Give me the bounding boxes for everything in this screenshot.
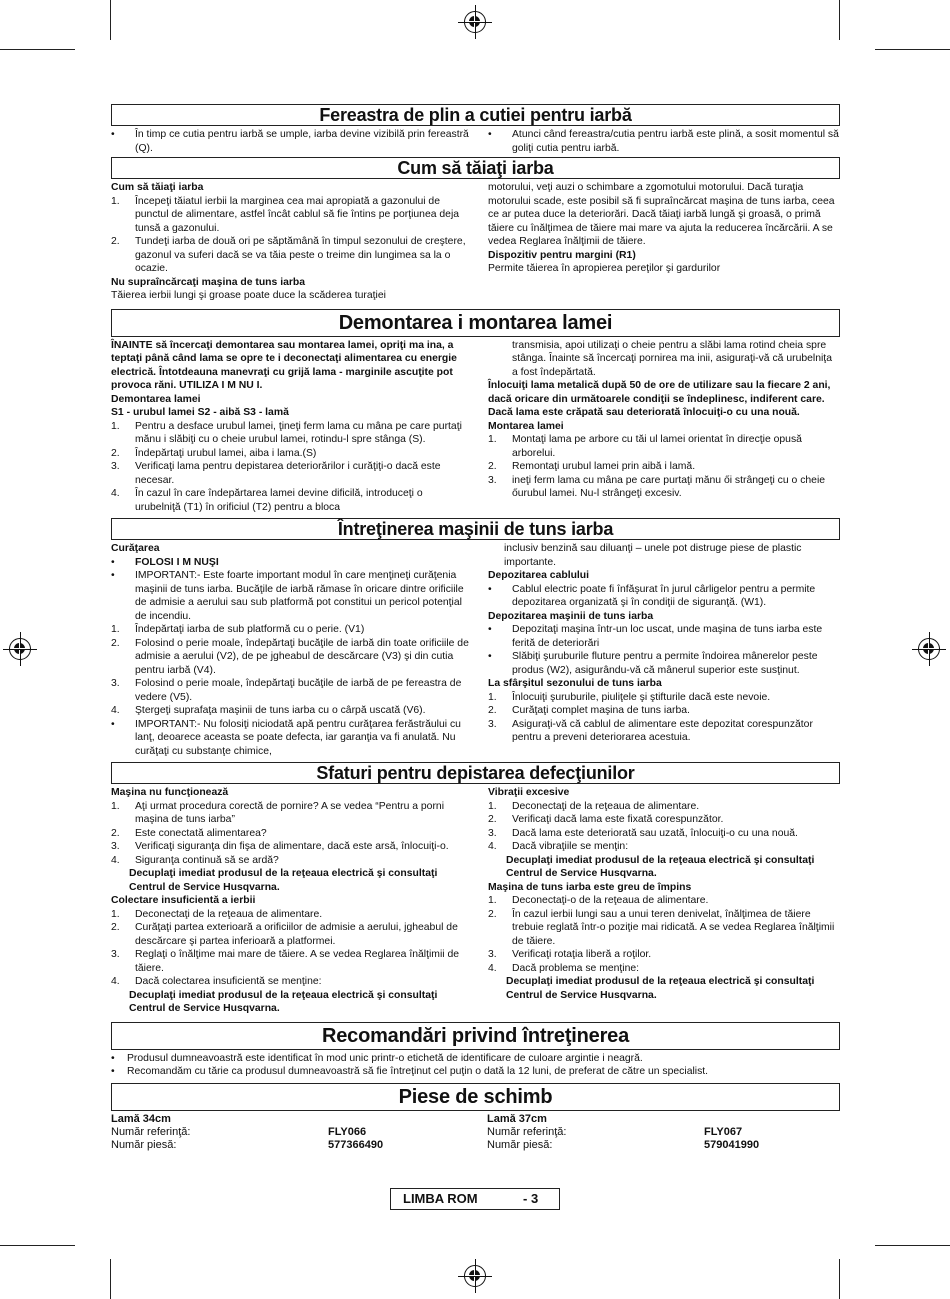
subheading: Colectare insuficientă a ierbii	[111, 895, 256, 906]
ref-value: FLY067	[704, 1125, 743, 1138]
list-item: Remontaţi urubul lamei prin aibă i lamă.	[512, 461, 696, 472]
subheading: Depozitarea maşinii de tuns iarba	[488, 610, 654, 622]
list-item: În cazul în care îndepărtarea lamei devine dificilă, introduceţi o urubelniţă (T1) în orificiul (T2) pentru a bloca	[135, 488, 423, 513]
section-title: Sfaturi pentru depistarea defecţiunilor	[111, 762, 840, 784]
list-item: Dacă vibraţiile se menţin:	[512, 841, 629, 852]
page-number: - 3	[523, 1191, 539, 1206]
list-item: Începeţi tăiatul ierbii la marginea cea mai apropiată a gazonului de punctul de alimentare, astfel încât cablul să fie întins pe porţiunea deja tunsă a gazonului.	[135, 195, 460, 234]
ref-value: FLY066	[328, 1125, 367, 1138]
registration-mark-icon	[464, 1265, 486, 1287]
crop-mark	[839, 1259, 840, 1299]
list-item: Îndepărtaţi iarba de sub platformă cu o perie. (V1)	[135, 624, 365, 635]
subheading: Cum să tăiaţi iarba	[111, 182, 204, 193]
crop-mark	[839, 0, 840, 40]
section-title: Piese de schimb	[111, 1083, 840, 1111]
part-value: 579041990	[704, 1138, 760, 1151]
list-item: Deconectaţi-o de la reţeaua de alimentare.	[512, 895, 709, 906]
crop-mark	[110, 0, 111, 40]
list-item: Folosind o perie moale, îndepărtaţi bucăţile de iarbă de pe fereastra de vedere (V5).	[135, 678, 462, 703]
list-item: Depozitaţi maşina într-un loc uscat, unde maşina de tuns iarba este ferită de deteriorări	[512, 624, 823, 649]
list-item: Slăbiţi şuruburile fluture pentru a permite îndoirea mânerelor peste produs (W2), asigurându-vă că mânerul superior este susţinut.	[512, 651, 818, 676]
subheading: Vibraţii excesive	[488, 787, 570, 798]
list-item: Deconectaţi de la reţeaua de alimentare.	[512, 800, 700, 812]
warning-text: Decuplaţi imediat produsul de la reţeaua electrică şi consultaţi Centrul de Service Husqvarna.	[129, 868, 438, 893]
section-title: Fereastra de plin a cutiei pentru iarbă	[111, 104, 840, 126]
subheading: La sfârşitul sezonului de tuns iarba	[488, 678, 662, 689]
list-item: Verificaţi lama pentru depistarea deteriorărilor i curăţiţi-o dacă este necesar.	[135, 461, 441, 486]
list-item: IMPORTANT:- Este foarte important modul în care menţineţi curăţenia maşinii de tuns iarba. Bucăţile de iarbă rămase în oricare dintre orificiile de admisie a aerului sau sub platformă pot constitui un pericol potenţial de incendiu.	[135, 570, 464, 622]
bullet-text: Produsul dumneavoastră este identificat în mod unic printr-o etichetă de identificare de culoare argintie i neagră.	[127, 1052, 643, 1064]
list-item: Reglaţi o înălţime mai mare de tăiere. A se vedea Reglarea înălţimii de tăiere.	[135, 949, 460, 974]
crop-mark	[875, 1245, 950, 1246]
list-item: Folosind o perie moale, îndepărtaţi bucăţile de iarbă din toate orificiile de admisie a aerului (V2), de pe jgheabul de descărcare (V3) şi din cutia pentru iarbă (V4).	[135, 637, 469, 676]
subheading: Maşina de tuns iarba este greu de împins	[488, 881, 692, 893]
list-item: Deconectaţi de la reţeaua de alimentare.	[135, 908, 323, 920]
crop-mark	[110, 1259, 111, 1299]
ref-label: Număr referinţă:	[487, 1125, 567, 1138]
crop-mark	[875, 49, 950, 50]
list-item: IMPORTANT:- Nu folosiţi niciodată apă pentru curăţarea ferăstrăului cu lanţ, deoarece aceasta se poate defecta, iar garanţia va fi anulată. Nu curăţaţi cu substanţe chimice,	[135, 718, 461, 757]
part-name: Lamă 34cm	[111, 1112, 171, 1125]
section-title: Recomandări privind întreţinerea	[111, 1022, 840, 1050]
list-item: Verificaţi rotaţia liberă a roţilor.	[512, 949, 652, 960]
part-name: Lamă 37cm	[487, 1112, 547, 1125]
paragraph: inclusiv benzină sau diluanţi – unele pot distruge piese de plastic importante.	[504, 543, 802, 568]
subheading: Curăţarea	[111, 543, 160, 554]
part-label: Număr piesă:	[111, 1138, 177, 1151]
subheading: Montarea lamei	[488, 420, 564, 432]
warning-text: Decuplaţi imediat produsul de la reţeaua electrică şi consultaţi Centrul de Service Husqvarna.	[506, 976, 815, 1001]
list-item: Curăţaţi complet maşina de tuns iarba.	[512, 705, 690, 716]
list-item: ineţi ferm lama cu mâna pe care purtaţi mănu ői strângeţi cu o cheie őurubul lamei. Nu-l strângeţi excesiv.	[512, 474, 826, 499]
paragraph: transmisia, apoi utilizaţi o cheie pentru a slăbi lama rotind cheia spre stânga. Înainte să încercaţi pornirea ma inii, asiguraţi-vă că urubelniţa a fost îndepărtată.	[512, 339, 832, 378]
subheading: Maşina nu funcţionează	[111, 787, 229, 798]
page-content: Fereastra de plin a cutiei pentru iarbă • În timp ce cutia pentru iarbă se umple, iarba devine vizibilă prin fereastră (Q). • Atunci când fereastra/cutia pentru iarbă este plină, a sosit momentul să goliţi cutia pentru iarbă. Cum să tăiaţi iarba Cum să tăiaţi iarba 1. Începeţi tăiatul ierbii la marginea cea mai apropiată a gazonului de punctul de alimentare, astfel încât cablul să fie întins pe porţiunea deja tunsă a gazonului. 2. Tundeţi iarba de două ori pe săptămână în timpul sezonului de creştere, gazonul va suferi dacă se va tăia peste o treime din lungimea sa la o ocazie. Nu supraîncărcaţi maşina de tuns iarba Tăierea ierbii lungi şi groase poate duce la scăderea turaţiei motorului, veţi auzi o schimbare a zgomotului motorului. Dacă turaţia motorului scade, este posibil să fi supraîncărcat maşina de tuns iarba, ceea ce ar putea duce la deteriorări. Dacă tăiaţi iarbă lungă şi groasă, o primă tăiere cu înălţimea de tăiere mai mare va ajuta la reducerea încărcării. A se vedea Reglarea înălţimii de tăiere. Dispozitiv pentru margini (R1) Permite tăierea în apropierea pereţilor şi gardurilor Demontarea i montarea lamei ÎNAINTE să încercaţi demontarea sau montarea lamei, opriţi ma ina, a teptaţi până când lama se opre te i deconectaţi alimentarea cu energie electrică. Întotdeauna manevraţi cu grijă lama - marginile ascuţite pot provoca răni. UTILIZA I M NU I. Demontarea lamei S1 - urubul lamei S2 - aibă S3 - lamă 1. Pentru a desface urubul lamei, ţineţi ferm lama cu mâna pe care purtaţi mănu i slăbiţi cu o cheie urubul lamei, rotindu-l spre stânga (S). 2. Îndepărtaţi urubul lamei, aiba i lama.(S) 3. Verificaţi lama pentru depistarea deteriorărilor i curăţiţi-o dacă este necesar. 4. În cazul în care îndepărtarea lamei devine dificilă, introduceţi o urubelniţă (T1) în orificiul (T2) pentru a bloca transmisia, apoi utilizaţi o cheie pentru a slăbi lama rotind cheia spre stânga. Înainte să încercaţi pornirea ma inii, asiguraţi-vă că urubelniţa a fost îndepărtată. Înlocuiţi lama metalică după 50 de ore de utilizare sau la fiecare 2 ani, dacă oricare din următoarele condiţii se îndeplinesc, indiferent care. Dacă lama este crăpată sau deteriorată înlocuiţi-o cu una nouă. Montarea lamei 1. Montaţi lama pe arbore cu tăi ul lamei orientat în direcţie opusă arborelui. 2. Remontaţi urubul lamei prin aibă i lamă. 3. ineţi ferm lama cu mâna pe care purtaţi mănu ői strângeţi cu o cheie őurubul lamei. Nu-l strângeţi excesiv. Întreţinerea maşinii de tuns iarba Curăţarea • FOLOSI I M NUŞI • IMPORTANT:- Este foarte important modul în care menţineţi curăţenia maşinii de tuns iarba. Bucăţile de iarbă rămase în oricare dintre orificiile de admisie a aerului sau sub platformă pot constitui un pericol potenţial de incendiu. 1. Îndepărtaţi iarba de sub platformă cu o perie. (V1) 2. Folosind o perie moale, îndepărtaţi bucăţile de iarbă din toate orificiile de admisie a aerului (V2), de pe jgheabul de descărcare (V3) şi din cutia pentru iarbă (V4). 3. Folosind o perie moale, îndepărtaţi bucăţile de iarbă de pe fereastra de vedere (V5). 4. Ştergeţi suprafaţa maşinii de tuns iarba cu o cârpă uscată (V6). • IMPORTANT:- Nu folosiţi niciodată apă pentru curăţarea ferăstrăului cu lanţ, deoarece aceasta se poate defecta, iar garanţia va fi anulată. Nu curăţaţi cu substanţe chimice, inclusiv benzină sau diluanţi – unele pot distruge piese de plastic importante. Depozitarea cablului • Cablul electric poate fi înfăşurat în jurul cârligelor pentru a permite depozitarea organizată şi în condiţii de siguranţă. (W1). Depozitarea maşinii de tuns iarba • Depozitaţi maşina într-un loc uscat, unde maşina de tuns iarba este ferită de deteriorări • Slăbiţi şuruburile fluture pentru a permite îndoirea mânerelor peste produs (W2), asigurându-vă că mânerul superior este susţinut. La sfârşitul sezonului de tuns iarba 1. Înlocuiţi şuruburile, piuliţele şi ştifturile dacă este nevoie. 2. Curăţaţi complet maşina de tuns iarba. 3. Asiguraţi-vă că cablul de alimentare este depozitat corespunzător pentru a preveni deteriorarea acestuia. Sfaturi pentru depistarea defecţiunilor Maşina nu funcţionează 1. Aţi urmat procedura corectă de pornire? A se vedea “Pentru a porni maşina de tuns iarba” 2. Este conectată alimentarea? 3. Verificaţi siguranţa din fişa de alimentare, dacă este arsă, înlocuiţi-o. 4. Siguranţa continuă să se ardă? Decuplaţi imediat produsul de la reţeaua electrică şi consultaţi Centrul de Service Husqvarna. Colectare insuficientă a ierbii 1. Deconectaţi de la reţeaua de alimentare. 2. Curăţaţi partea exterioară a orificiilor de admisie a aerului, jgheabul de descărcare şi partea inferioară a platformei. 3. Reglaţi o înălţime mai mare de tăiere. A se vedea Reglarea înălţimii de tăiere. 4. Dacă colectarea insuficientă se menţine: Decuplaţi imediat produsul de la reţeaua electrică şi consultaţi Centrul de Service Husqvarna. Vibraţii excesive 1. Deconectaţi de la reţeaua de alimentare. 2. Verificaţi dacă lama este fixată corespunzător. 3. Dacă lama este deteriorată sau uzată, înlocuiţi-o cu una nouă. 4. Dacă vibraţiile se menţin: Decuplaţi imediat produsul de la reţeaua electrică şi consultaţi Centrul de Service Husqvarna. Maşina de tuns iarba este greu de împins 1. Deconectaţi-o de la reţeaua de alimentare. 2. În cazul ierbii lungi sau a unui teren denivelat, înălţimea de tăiere trebuie reglată într-o poziţie mai ridicată. A se vedea Reglarea înălţimii de tăiere. 3. Verificaţi rotaţia liberă a roţilor. 4. Dacă problema se menţine: Decuplaţi imediat produsul de la reţeaua electrică şi consultaţi Centrul de Service Husqvarna. Recomandări privind întreţinerea • Produsul dumneavoastră este identificat în mod unic printr-o etichetă de identificare de culoare argintie i neagră. • Recomandăm cu tărie ca produsul dumneavoastră să fie întreţinut cel puţin o dată la 12 luni, de preferat de către un specialist. Piese de schimb Lamă 34cm Lamă 37cm Număr referinţă: FLY066 Număr referinţă: FLY067 Număr piesă: 577366490 Număr piesă: 579041990	[111, 105, 839, 1151]
warning-text: ÎNAINTE să încercaţi demontarea sau montarea lamei, opriţi ma ina, a teptaţi până când lama se opre te i deconectaţi alimentarea cu energie electrică. Întotdeauna manevraţi cu grijă lama - marginile ascuţite pot provoca răni. UTILIZA I M NU I.	[111, 339, 457, 391]
paragraph: motorului, veţi auzi o schimbare a zgomotului motorului. Dacă turaţia motorului scade, este posibil să fi supraîncărcat maşina de tuns iarba, ceea ce ar putea duce la deteriorări. Dacă tăiaţi iarbă lungă şi groasă, o primă tăiere cu înălţimea de tăiere mai mare va ajuta la reducerea încărcării. A se vedea Reglarea înălţimii de tăiere.	[488, 182, 835, 247]
list-item: Dacă problema se menţine:	[512, 962, 640, 974]
subheading: Dispozitiv pentru margini (R1)	[488, 249, 636, 261]
section-title: Demontarea i montarea lamei	[111, 309, 840, 337]
subheading: Depozitarea cablului	[488, 570, 590, 581]
list-item: Asiguraţi-vă că cablul de alimentare este depozitat corespunzător pentru a preveni deteriorarea acestuia.	[512, 718, 813, 743]
list-item: Tundeţi iarba de două ori pe săptămână în timpul sezonului de creştere, gazonul va suferi dacă se va tăia peste o treime din lungimea sa la o ocazie.	[135, 236, 466, 274]
list-item: Curăţaţi partea exterioară a orificiilor de admisie a aerului, jgheabul de descărcare şi partea inferioară a platformei.	[135, 922, 458, 947]
list-item: Îndepărtaţi urubul lamei, aiba i lama.(S)	[135, 447, 317, 459]
crop-mark	[0, 49, 75, 50]
bullet-text: În timp ce cutia pentru iarbă se umple, iarba devine vizibilă prin fereastră (Q).	[135, 129, 469, 154]
list-item: Este conectată alimentarea?	[135, 827, 267, 839]
page-footer	[390, 1188, 560, 1210]
warning-text: Decuplaţi imediat produsul de la reţeaua electrică şi consultaţi Centrul de Service Husqvarna.	[129, 989, 438, 1014]
registration-mark-icon	[464, 11, 486, 33]
list-item: Cablul electric poate fi înfăşurat în jurul cârligelor pentru a permite depozitarea organizată şi în condiţii de siguranţă. (W1).	[512, 583, 816, 608]
footer-language: LIMBA ROM	[403, 1191, 478, 1206]
warning-text: Înlocuiţi lama metalică după 50 de ore de utilizare sau la fiecare 2 ani, dacă oricare din următoarele condiţii se îndeplinesc, indiferent care. Dacă lama este crăpată sau deteriorată înlocuiţi-o cu una nouă.	[488, 380, 831, 418]
section-title: Cum să tăiaţi iarba	[111, 157, 840, 179]
legend: S1 - urubul lamei S2 - aibă S3 - lamă	[111, 407, 289, 418]
list-item: Dacă colectarea insuficientă se menţine:	[135, 976, 322, 987]
paragraph: Permite tăierea în apropierea pereţilor şi gardurilor	[488, 263, 721, 274]
list-item: Ştergeţi suprafaţa maşinii de tuns iarba cu o cârpă uscată (V6).	[135, 705, 426, 716]
list-item: Siguranţa continuă să se ardă?	[135, 854, 279, 866]
registration-mark-icon	[9, 638, 31, 660]
list-item: Pentru a desface urubul lamei, ţineţi ferm lama cu mâna pe care purtaţi mănu i slăbiţi cu o cheie urubul lamei, rotindu-l spre stânga (S).	[135, 420, 462, 445]
list-item: Montaţi lama pe arbore cu tăi ul lamei orientat în direcţie opusă arborelui.	[512, 434, 802, 459]
list-item: Verificaţi siguranţa din fişa de alimentare, dacă este arsă, înlocuiţi-o.	[135, 841, 449, 852]
list-item: În cazul ierbii lungi sau a unui teren denivelat, înălţimea de tăiere trebuie reglată într-o poziţie mai ridicată. A se vedea Reglarea înălţimii de tăiere.	[512, 908, 835, 947]
list-item: FOLOSI I M NUŞI	[135, 556, 219, 568]
ref-label: Număr referinţă:	[111, 1125, 191, 1138]
subheading: Nu supraîncărcaţi maşina de tuns iarba	[111, 276, 306, 288]
crop-mark	[0, 1245, 75, 1246]
part-value: 577366490	[328, 1138, 384, 1151]
warning-text: Decuplaţi imediat produsul de la reţeaua electrică şi consultaţi Centrul de Service Husqvarna.	[506, 854, 815, 879]
paragraph: Tăierea ierbii lungi şi groase poate duce la scăderea turaţiei	[111, 290, 386, 301]
part-label: Număr piesă:	[487, 1138, 553, 1151]
list-item: Dacă lama este deteriorată sau uzată, înlocuiţi-o cu una nouă.	[512, 827, 798, 839]
list-item: Înlocuiţi şuruburile, piuliţele şi ştifturile dacă este nevoie.	[512, 691, 771, 703]
list-item: Aţi urmat procedura corectă de pornire? A se vedea “Pentru a porni maşina de tuns iarba”	[135, 800, 445, 825]
bullet-text: Recomandăm cu tărie ca produsul dumneavoastră să fie întreţinut cel puţin o dată la 12 luni, de preferat de către un specialist.	[127, 1066, 709, 1077]
bullet-text: Atunci când fereastra/cutia pentru iarbă este plină, a sosit momentul să goliţi cutia pentru iarbă.	[512, 129, 839, 154]
registration-mark-icon	[918, 638, 940, 660]
list-item: Verificaţi dacă lama este fixată corespunzător.	[512, 814, 724, 825]
section-title: Întreţinerea maşinii de tuns iarba	[111, 518, 840, 540]
subheading: Demontarea lamei	[111, 393, 201, 405]
